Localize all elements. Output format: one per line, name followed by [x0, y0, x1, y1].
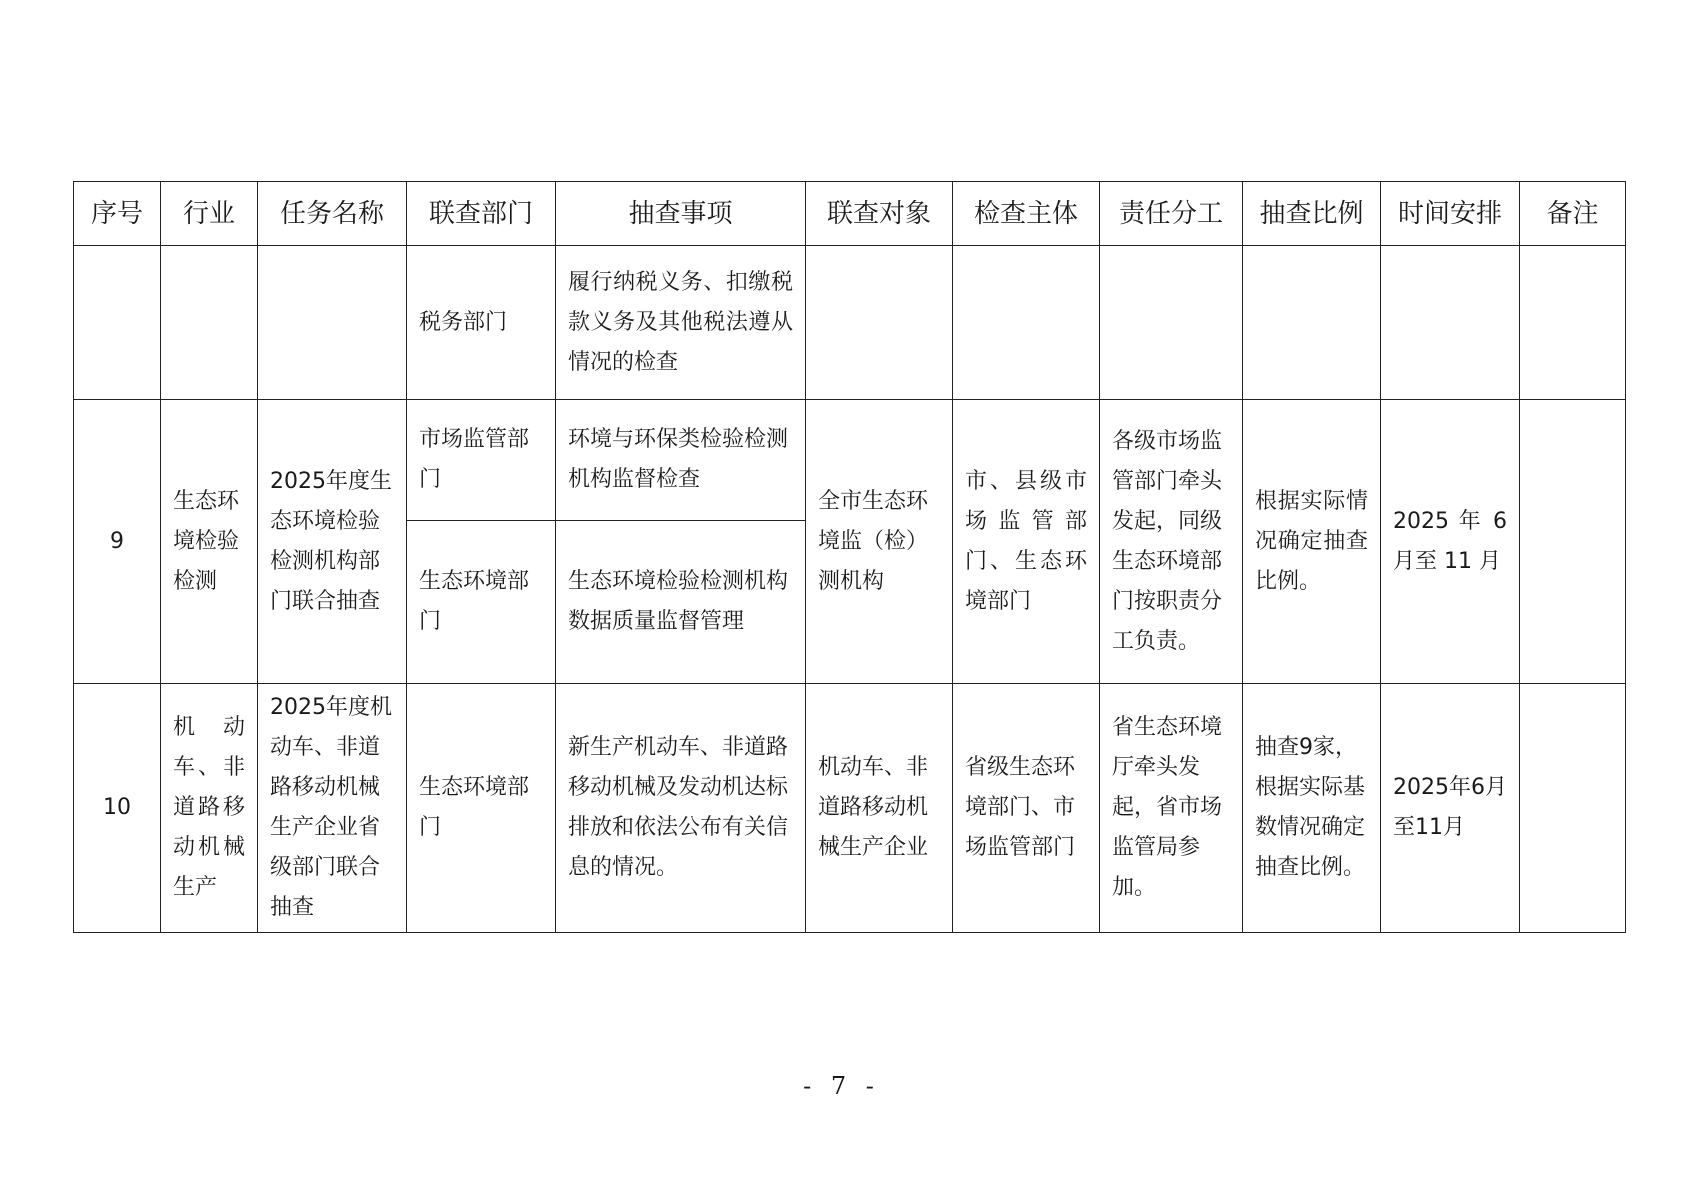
industry-cell: 机动车、非道路移动机械生产 — [161, 684, 258, 933]
table-cell — [953, 246, 1100, 400]
inspection-item-cell: 环境与环保类检验检测机构监督检查 — [556, 400, 806, 521]
table-cell: 税务部门 — [407, 246, 556, 400]
joint-dept-cell: 市场监管部门 — [407, 400, 556, 521]
duty-cell: 省生态环境厅牵头发起，省市场监管局参加。 — [1100, 684, 1243, 933]
table-cell — [161, 246, 258, 400]
table-cell — [1381, 246, 1520, 400]
header-cell: 联查部门 — [407, 182, 556, 246]
ratio-cell: 根据实际情况确定抽查比例。 — [1243, 400, 1381, 684]
header-cell: 联查对象 — [806, 182, 953, 246]
industry-cell: 生态环境检验检测 — [161, 400, 258, 684]
table-row — [74, 684, 1626, 933]
table-cell — [806, 246, 953, 400]
time-cell: 2025年6月至11月 — [1381, 684, 1520, 933]
page-number: - 7 - — [803, 1072, 880, 1100]
task-name-cell: 2025年度生态环境检验检测机构部门联合抽查 — [258, 400, 407, 684]
table-cell — [1520, 246, 1626, 400]
ratio-cell: 抽查9家，根据实际基数情况确定抽查比例。 — [1243, 684, 1381, 933]
inspection-task-table — [73, 181, 1626, 933]
table-cell — [74, 246, 161, 400]
target-cell: 机动车、非道路移动机械生产企业 — [806, 684, 953, 933]
inspection-item-cell: 新生产机动车、非道路移动机械及发动机达标排放和依法公布有关信息的情况。 — [556, 684, 806, 933]
joint-dept-cell: 生态环境部门 — [407, 684, 556, 933]
table-row — [74, 400, 1626, 521]
row-number-cell: 10 — [74, 684, 161, 933]
note-cell — [1520, 400, 1626, 684]
duty-cell: 各级市场监管部门牵头发起，同级生态环境部门按职责分工负责。 — [1100, 400, 1243, 684]
note-cell — [1520, 684, 1626, 933]
inspection-item-cell: 生态环境检验检测机构数据质量监督管理 — [556, 521, 806, 684]
subject-cell: 省级生态环境部门、市场监管部门 — [953, 684, 1100, 933]
header-cell: 任务名称 — [258, 182, 407, 246]
task-name-cell: 2025年度机动车、非道路移动机械生产企业省级部门联合抽查 — [258, 684, 407, 933]
table-row — [74, 246, 1626, 400]
table-cell — [1243, 246, 1381, 400]
header-cell: 行业 — [161, 182, 258, 246]
header-cell: 序号 — [74, 182, 161, 246]
table-header-row — [74, 182, 1626, 246]
time-cell: 2025 年 6 月至 11 月 — [1381, 400, 1520, 684]
header-cell: 备注 — [1520, 182, 1626, 246]
header-cell: 抽查比例 — [1243, 182, 1381, 246]
header-cell: 时间安排 — [1381, 182, 1520, 246]
table-cell — [1100, 246, 1243, 400]
table-cell — [258, 246, 407, 400]
subject-cell: 市、县级市场监管部门、生态环境部门 — [953, 400, 1100, 684]
joint-dept-cell: 生态环境部门 — [407, 521, 556, 684]
header-cell: 抽查事项 — [556, 182, 806, 246]
table-cell: 履行纳税义务、扣缴税款义务及其他税法遵从情况的检查 — [556, 246, 806, 400]
header-cell: 责任分工 — [1100, 182, 1243, 246]
target-cell: 全市生态环境监（检）测机构 — [806, 400, 953, 684]
row-number-cell: 9 — [74, 400, 161, 684]
header-cell: 检查主体 — [953, 182, 1100, 246]
